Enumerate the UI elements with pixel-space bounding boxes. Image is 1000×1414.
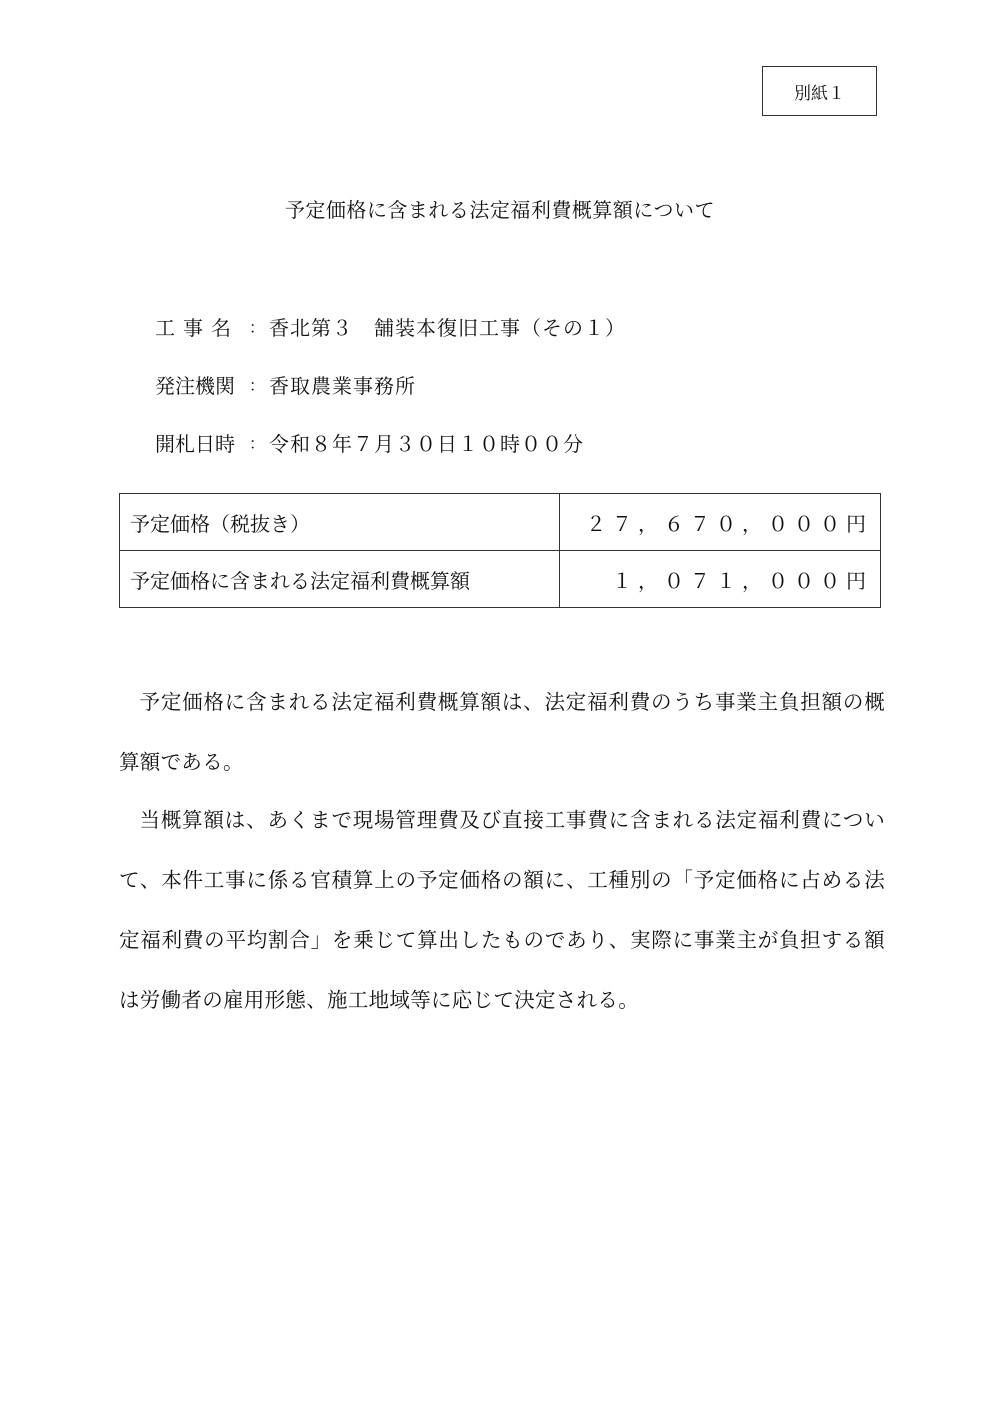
amount-label-planned-price: 予定価格（税抜き） <box>120 494 560 551</box>
attachment-label-box <box>762 66 877 116</box>
amount-label-welfare-cost: 予定価格に含まれる法定福利費概算額 <box>120 551 560 608</box>
info-colon: ： <box>248 433 265 453</box>
info-label-project: 工事名 <box>155 315 239 340</box>
paragraph-2: 当概算額は、あくまで現場管理費及び直接工事費に含まれる法定福利費について、本件工事に係る官積算上の予定価格の額に、工種別の「予定価格に占める法定福利費の平均割合」を乗じて算出したものであり、実際に事業主が負担する額は労働者の雇用形態、施工地域等に応じて決定される。 <box>119 808 885 1012</box>
table-row <box>120 551 881 608</box>
attachment-label: 別紙１ <box>794 83 845 104</box>
info-value-opening-datetime: 令和８年７月３０日１０時００分 <box>269 431 584 456</box>
info-row-agency <box>155 369 416 399</box>
info-label-opening-datetime: 開札日時 <box>155 431 235 456</box>
paragraph-1: 予定価格に含まれる法定福利費概算額は、法定福利費のうち事業主負担額の概算額である。 <box>119 690 885 774</box>
amounts-table <box>119 493 881 608</box>
amount-value-planned-price: ２７，６７０，０００円 <box>560 494 881 551</box>
info-value-agency: 香取農業事務所 <box>269 373 416 398</box>
info-label-agency: 発注機関 <box>155 373 235 398</box>
info-colon: ： <box>248 375 265 395</box>
amount-value-welfare-cost: １，０７１，０００円 <box>560 551 881 608</box>
info-row-project <box>155 311 626 341</box>
table-row <box>120 494 881 551</box>
info-value-project: 香北第３ 舗装本復旧工事（その１） <box>269 315 626 340</box>
document-title: 予定価格に含まれる法定福利費概算額について <box>284 198 716 222</box>
info-colon: ： <box>248 317 265 337</box>
info-row-opening-datetime <box>155 427 584 457</box>
